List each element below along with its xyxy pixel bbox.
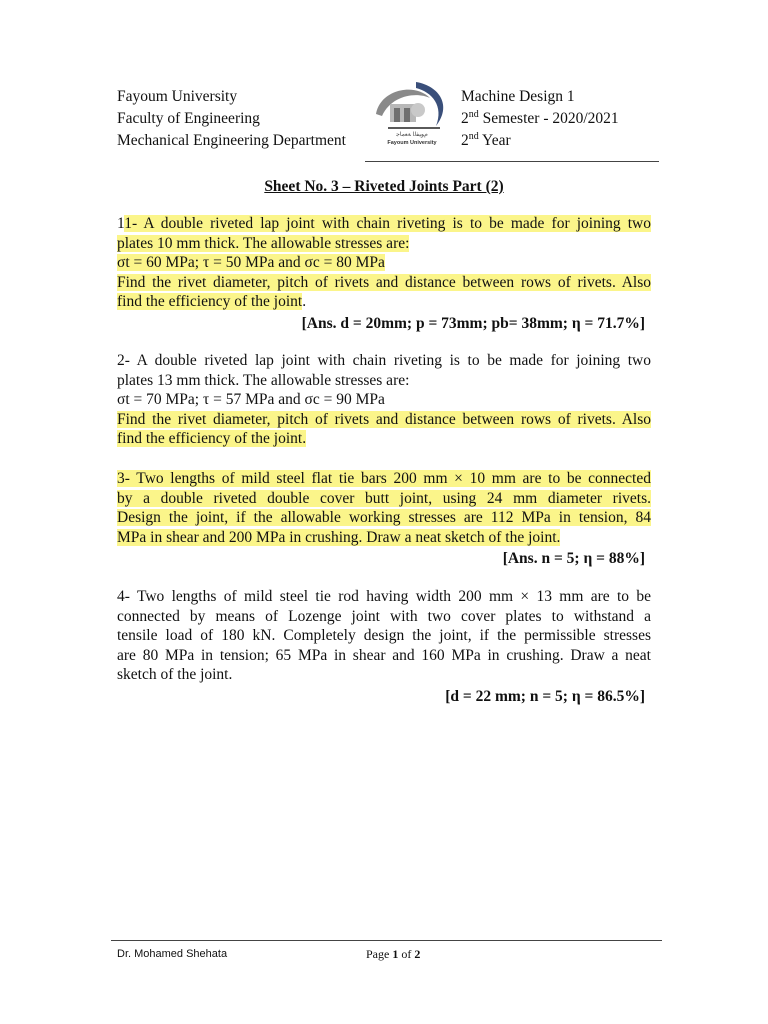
question-1-line-1: 11- A double riveted lap joint with chain riveting is to be made for joining two [117, 215, 651, 232]
header-divider [365, 161, 659, 162]
question-3-line-1: 3- Two lengths of mild steel flat tie bars 200 mm × 10 mm are to be connected [117, 470, 651, 487]
question-4-line-2: connected by means of Lozenge joint with two cover plates to withstand a [117, 607, 651, 625]
footer-page-number: Page 1 of 2 [366, 947, 421, 961]
question-2-line-4: Find the rivet diameter, pitch of rivets and distance between rows of rivets. Also [117, 410, 651, 428]
header-course-block [461, 86, 619, 152]
question-3-answer: [Ans. n = 5; η = 88%] [502, 550, 645, 567]
question-4-line-5: sketch of the joint. [117, 666, 233, 683]
question-4 [117, 587, 651, 706]
faculty-name: Faculty of Engineering [117, 110, 260, 127]
course-name: Machine Design 1 [461, 88, 575, 105]
header-institution-block [117, 86, 346, 152]
question-1 [117, 214, 651, 333]
footer-author: Dr. Mohamed Shehata [117, 948, 228, 960]
semester-line: 2nd Semester - 2020/2021 [461, 109, 619, 127]
question-1-line-5: find the efficiency of the joint. [117, 293, 307, 310]
question-2 [117, 351, 651, 449]
question-1-line-2: plates 10 mm thick. The allowable stresses are: [117, 234, 410, 252]
question-4-line-4: are 80 MPa in tension; 65 MPa in shear and 160 MPa in crushing. Draw a neat [117, 646, 651, 664]
question-1-line-3: σt = 60 MPa; τ = 50 MPa and σc = 80 MPa [117, 254, 385, 271]
sheet-title: Sheet No. 3 – Riveted Joints Part (2) [264, 178, 504, 195]
question-1-line-4: Find the rivet diameter, pitch of rivets and distance between rows of rivets. Also [117, 273, 651, 291]
department-name: Mechanical Engineering Department [117, 132, 346, 149]
question-2-line-1: 2- A double riveted lap joint with chain riveting is to be made for joining two [117, 352, 651, 369]
q1-l1-text: 1- A double riveted lap joint with chain riveting is to be made for joining two [124, 215, 651, 232]
footer-divider [111, 940, 662, 941]
question-2-line-5: find the efficiency of the joint. [117, 430, 307, 447]
logo-caption: Fayoum University [387, 140, 437, 146]
year-line: 2nd Year [461, 131, 511, 149]
university-name: Fayoum University [117, 88, 238, 105]
question-3-line-2: by a double riveted double cover butt joint, using 24 mm diameter rivets. [117, 489, 651, 507]
question-4-line-3: tensile load of 180 kN. Completely design the joint, if the permissible stresses [117, 627, 651, 644]
svg-text:ﻡﻮﻴﻔﻟﺍ ﺔﻌﻣﺎﺟ: ﻡﻮﻴﻔﻟﺍ ﺔﻌﻣﺎﺟ [396, 132, 428, 138]
question-3-line-4: MPa in shear and 200 MPa in crushing. Draw a neat sketch of the joint. [117, 528, 561, 546]
question-2-line-3: σt = 70 MPa; τ = 57 MPa and σc = 90 MPa [117, 391, 385, 408]
question-1-answer: [Ans. d = 20mm; p = 73mm; pb= 38mm; η = 71.7%] [301, 314, 645, 332]
university-logo [370, 76, 454, 148]
question-3 [117, 469, 651, 569]
question-4-line-1: 4- Two lengths of mild steel tie rod having width 200 mm × 13 mm are to be [117, 588, 651, 605]
question-3-line-3: Design the joint, if the allowable working stresses are 112 MPa in tension, 84 [117, 509, 651, 526]
question-4-answer: [d = 22 mm; n = 5; η = 86.5%] [445, 687, 645, 705]
question-2-line-2: plates 13 mm thick. The allowable stresses are: [117, 371, 410, 389]
